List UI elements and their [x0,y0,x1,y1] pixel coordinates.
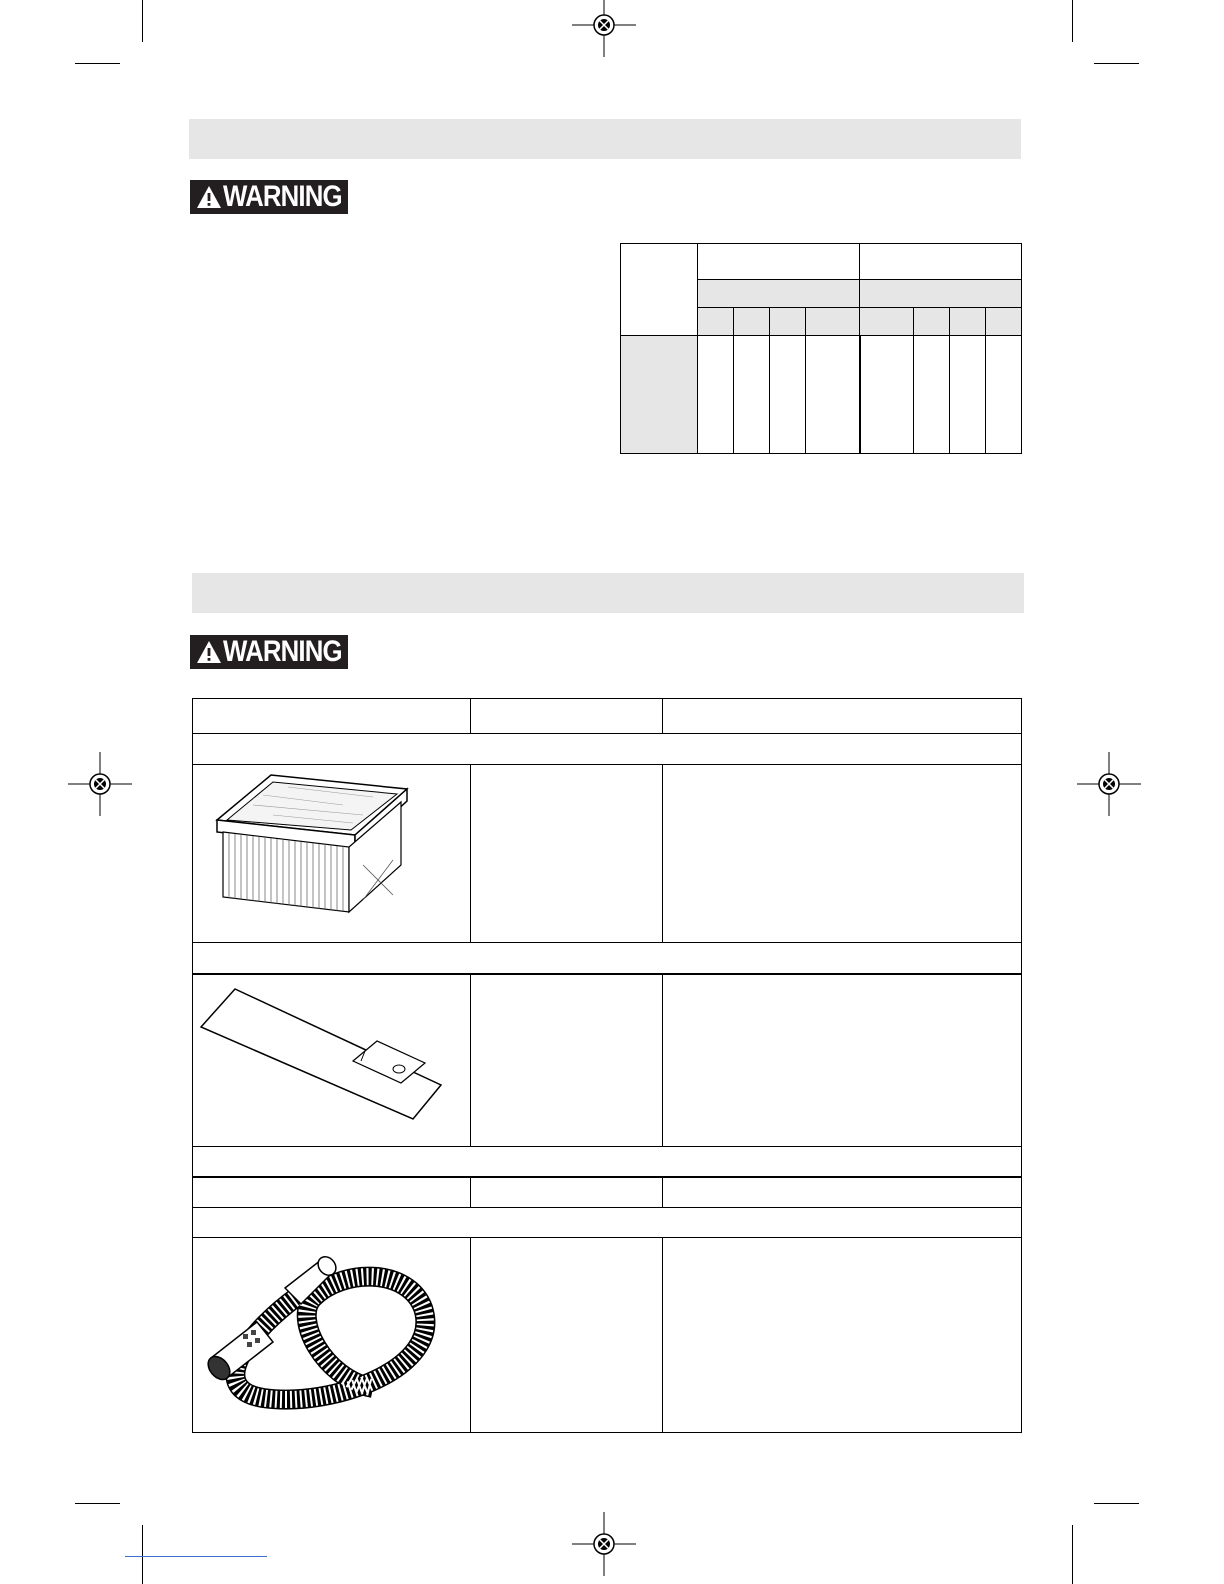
table-cell [698,336,734,454]
table-cell [621,244,698,336]
registration-mark-icon [572,1512,636,1576]
part-number-cell [470,974,662,1147]
category-label [193,1207,1022,1237]
part-number-cell [470,765,662,943]
table-cell-shaded [986,308,1022,336]
table-cell [914,336,950,454]
table-cell-shaded [698,308,734,336]
table-cell [950,336,986,454]
item-image-cell [193,974,471,1147]
category-row [193,943,1022,974]
category-row [193,1207,1022,1237]
description-cell [662,1237,1021,1432]
warning-triangle-icon [196,185,222,209]
table-cell [860,244,1022,280]
crop-mark [1094,63,1139,64]
table-cell [734,336,770,454]
footer-rule [125,1556,267,1557]
category-label [193,734,1022,765]
table-cell-shaded [698,280,860,308]
description-cell [662,974,1021,1147]
table-row [193,974,1022,1147]
crop-mark [75,1503,120,1504]
table-cell-shaded [621,336,698,454]
registration-mark-icon [1077,752,1141,816]
warning-badge [190,180,348,214]
table-row [193,765,1022,943]
table-cell-shaded [950,308,986,336]
table-cell-shaded [860,308,914,336]
table-cell-shaded [734,308,770,336]
spec-table [620,243,1022,454]
dust-bag-illustration-icon [193,975,469,1141]
category-row [193,1146,1022,1177]
part-number-cell [470,1237,662,1432]
category-label [193,1146,1022,1177]
table-cell [698,244,860,280]
header-cell [470,1177,662,1207]
table-cell-shaded [860,280,1022,308]
accessories-table [192,698,1022,1433]
warning-badge [190,635,348,669]
table-row [193,1177,1022,1207]
table-cell [986,336,1022,454]
item-image-cell [193,765,471,943]
registration-mark-icon [68,752,132,816]
category-row [193,734,1022,765]
table-row [193,1237,1022,1432]
vacuum-hose-illustration-icon [193,1238,469,1427]
item-image-cell [193,1237,471,1432]
registration-mark-icon [572,0,636,57]
crop-mark [142,1525,143,1584]
table-cell [806,336,860,454]
table-header-row [193,699,1022,734]
category-label [193,943,1022,974]
table-cell [770,336,806,454]
table-cell-shaded [770,308,806,336]
crop-mark [1072,1525,1073,1584]
table-cell-shaded [914,308,950,336]
warning-triangle-icon [196,640,222,664]
warning-label: WARNING [223,635,342,668]
section-heading-bar [189,119,1021,159]
description-cell [662,765,1021,943]
crop-mark [75,63,120,64]
table-cell-shaded [806,308,860,336]
header-cell [662,699,1021,734]
header-cell [470,699,662,734]
hepa-filter-illustration-icon [193,765,469,937]
header-cell [193,1177,471,1207]
header-cell [193,699,471,734]
crop-mark [1094,1503,1139,1504]
warning-label: WARNING [223,180,342,213]
crop-mark [1072,0,1073,42]
section-heading-bar [192,573,1024,613]
header-cell [662,1177,1021,1207]
table-cell [860,336,914,454]
crop-mark [142,0,143,42]
